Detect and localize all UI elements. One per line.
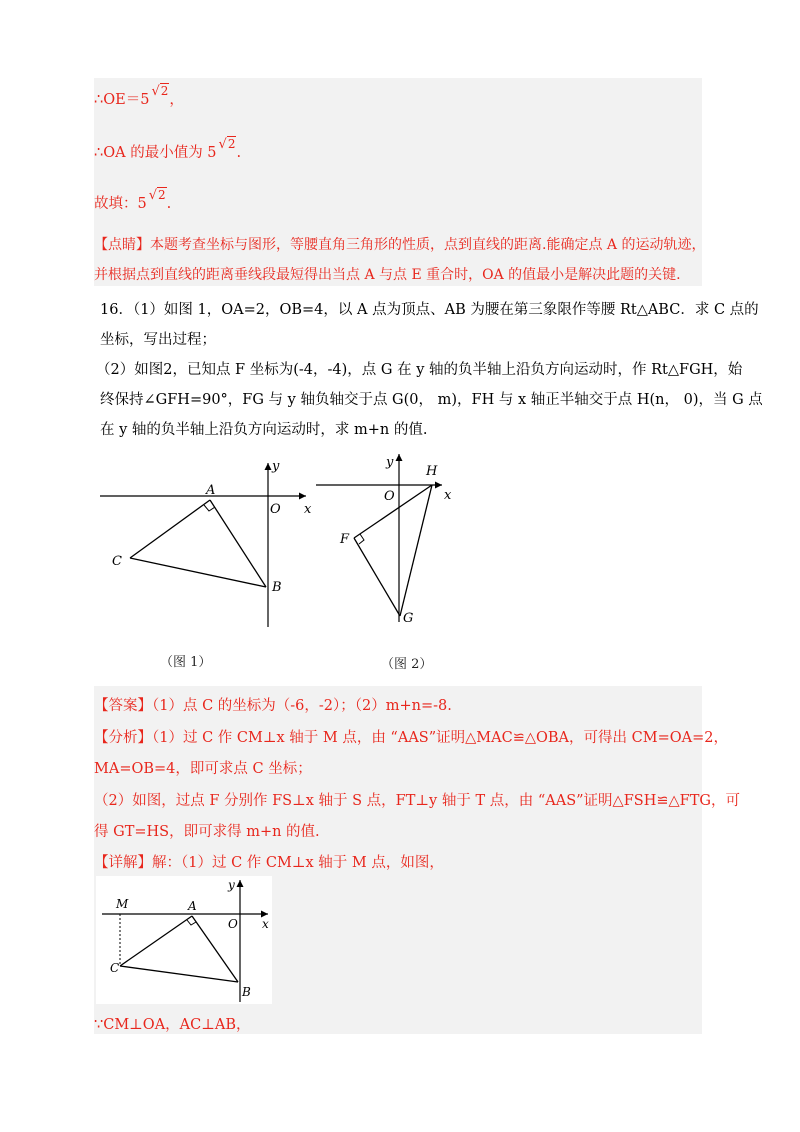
fig2-side-fg (354, 538, 400, 616)
fill-answer-prefix: 故填：5 (94, 196, 147, 212)
fig3-label-c: C (110, 961, 120, 975)
sqrt-value: 2 (227, 137, 236, 151)
fig3-side-ac (120, 916, 192, 966)
fig2-label-f: F (340, 532, 350, 547)
last-line: ∵CM⊥OA，AC⊥AB， (94, 1017, 251, 1033)
fig1-label-a: A (206, 483, 216, 498)
solution-block-top (94, 78, 702, 286)
fig2-label-o: O (384, 489, 395, 504)
sqrt-2-b (217, 137, 237, 161)
analysis-line-1: 【分析】（1）过 C 作 CM⊥x 轴于 M 点，由 “AAS”证明△MAC≌△OBA，可得出 CM=OA=2， (94, 730, 728, 746)
fig2-label-y: y (386, 455, 394, 470)
fig1-label-y: y (272, 459, 280, 474)
analysis-line-2: MA=OB=4，即可求点 C 坐标； (94, 761, 312, 777)
sqrt-symbol: √ (148, 188, 158, 203)
figure-2 (314, 450, 464, 640)
detail-line: 【详解】解：（1）过 C 作 CM⊥x 轴于 M 点，如图， (94, 855, 444, 871)
fig2-label-g: G (403, 611, 414, 626)
oe-line-suffix: ， (169, 92, 184, 108)
fig2-side-hg (400, 485, 432, 616)
fig1-label-o: O (270, 502, 281, 517)
sqrt-2-c (147, 188, 167, 212)
fig2-right-angle-mark (359, 534, 364, 544)
problem-q2-line3: 在 y 轴的负半轴上沿负方向运动时，求 m+n 的值. (100, 422, 428, 438)
fig1-side-ac (130, 500, 210, 558)
fig2-label-h: H (426, 464, 438, 479)
oa-min-line (94, 137, 242, 162)
oa-min-suffix: . (236, 145, 242, 161)
sqrt-value: 2 (158, 188, 166, 202)
sqrt-symbol: √ (151, 84, 160, 99)
oa-min-prefix: ∴OA 的最小值为 5 (94, 145, 217, 161)
fig1-side-bc (130, 558, 266, 587)
fig3-label-m: M (116, 897, 129, 911)
figure-3 (96, 876, 272, 1004)
figure-1-caption: （图 1） (160, 655, 212, 670)
fig1-side-ab (210, 500, 266, 587)
fig1-label-b: B (272, 580, 282, 595)
sqrt-2-a (149, 84, 169, 108)
figure-1 (96, 455, 316, 635)
fig3-side-bc (120, 966, 238, 982)
problem-q2-line2: 终保持∠GFH=90°，FG 与 y 轴负轴交于点 G(0， m)，FH 与 x 轴正半轴交于点 H(n， 0)，当 G 点 (100, 392, 763, 408)
fig3-label-x: x (262, 917, 269, 931)
fig1-label-c: C (112, 554, 122, 569)
problem-q2-line1: （2）如图2，已知点 F 坐标为(-4，-4)，点 G 在 y 轴的负半轴上沿负方向运动时，作 Rt△FGH，始 (96, 362, 743, 378)
problem-q1-line2: 坐标，写出过程； (100, 332, 216, 348)
fig1-label-x: x (304, 502, 312, 517)
comment-line-1: 【点睛】本题考查坐标与图形，等腰直角三角形的性质，点到直线的距离.能确定点 A 的运动轨迹， (94, 237, 706, 253)
answer-line: 【答案】（1）点 C 的坐标为（-6，-2）；（2）m+n=-8. (94, 698, 452, 714)
fill-answer-line (94, 188, 172, 213)
problem-q1-line1: 16．（1）如图 1，OA=2，OB=4，以 A 点为顶点、AB 为腰在第三象限作等腰 Rt△ABC．求 C 点的 (100, 302, 759, 318)
sqrt-value: 2 (160, 84, 169, 98)
analysis-line-4: 得 GT=HS，即可求得 m+n 的值. (94, 824, 320, 840)
oe-line-prefix: ∴OE＝5 (94, 92, 150, 108)
sqrt-symbol: √ (218, 137, 227, 152)
fig2-label-x: x (444, 488, 452, 503)
analysis-line-3: （2）如图，过点 F 分别作 FS⊥x 轴于 S 点，FT⊥y 轴于 T 点，由 “AAS”证明△FSH≌△FTG，可 (94, 793, 740, 809)
fig3-label-o: O (228, 917, 238, 931)
fig3-label-b: B (242, 985, 251, 999)
figure-2-caption: （图 2） (381, 657, 433, 672)
oe-line (94, 84, 184, 109)
comment-line-2: 并根据点到直线的距离垂线段最短得出当点 A 与点 E 重合时，OA 的值最小是解决此题的关键. (94, 267, 681, 283)
fig3-label-a: A (188, 899, 197, 913)
fill-answer-suffix: . (166, 196, 172, 212)
fig3-label-y: y (228, 878, 235, 892)
